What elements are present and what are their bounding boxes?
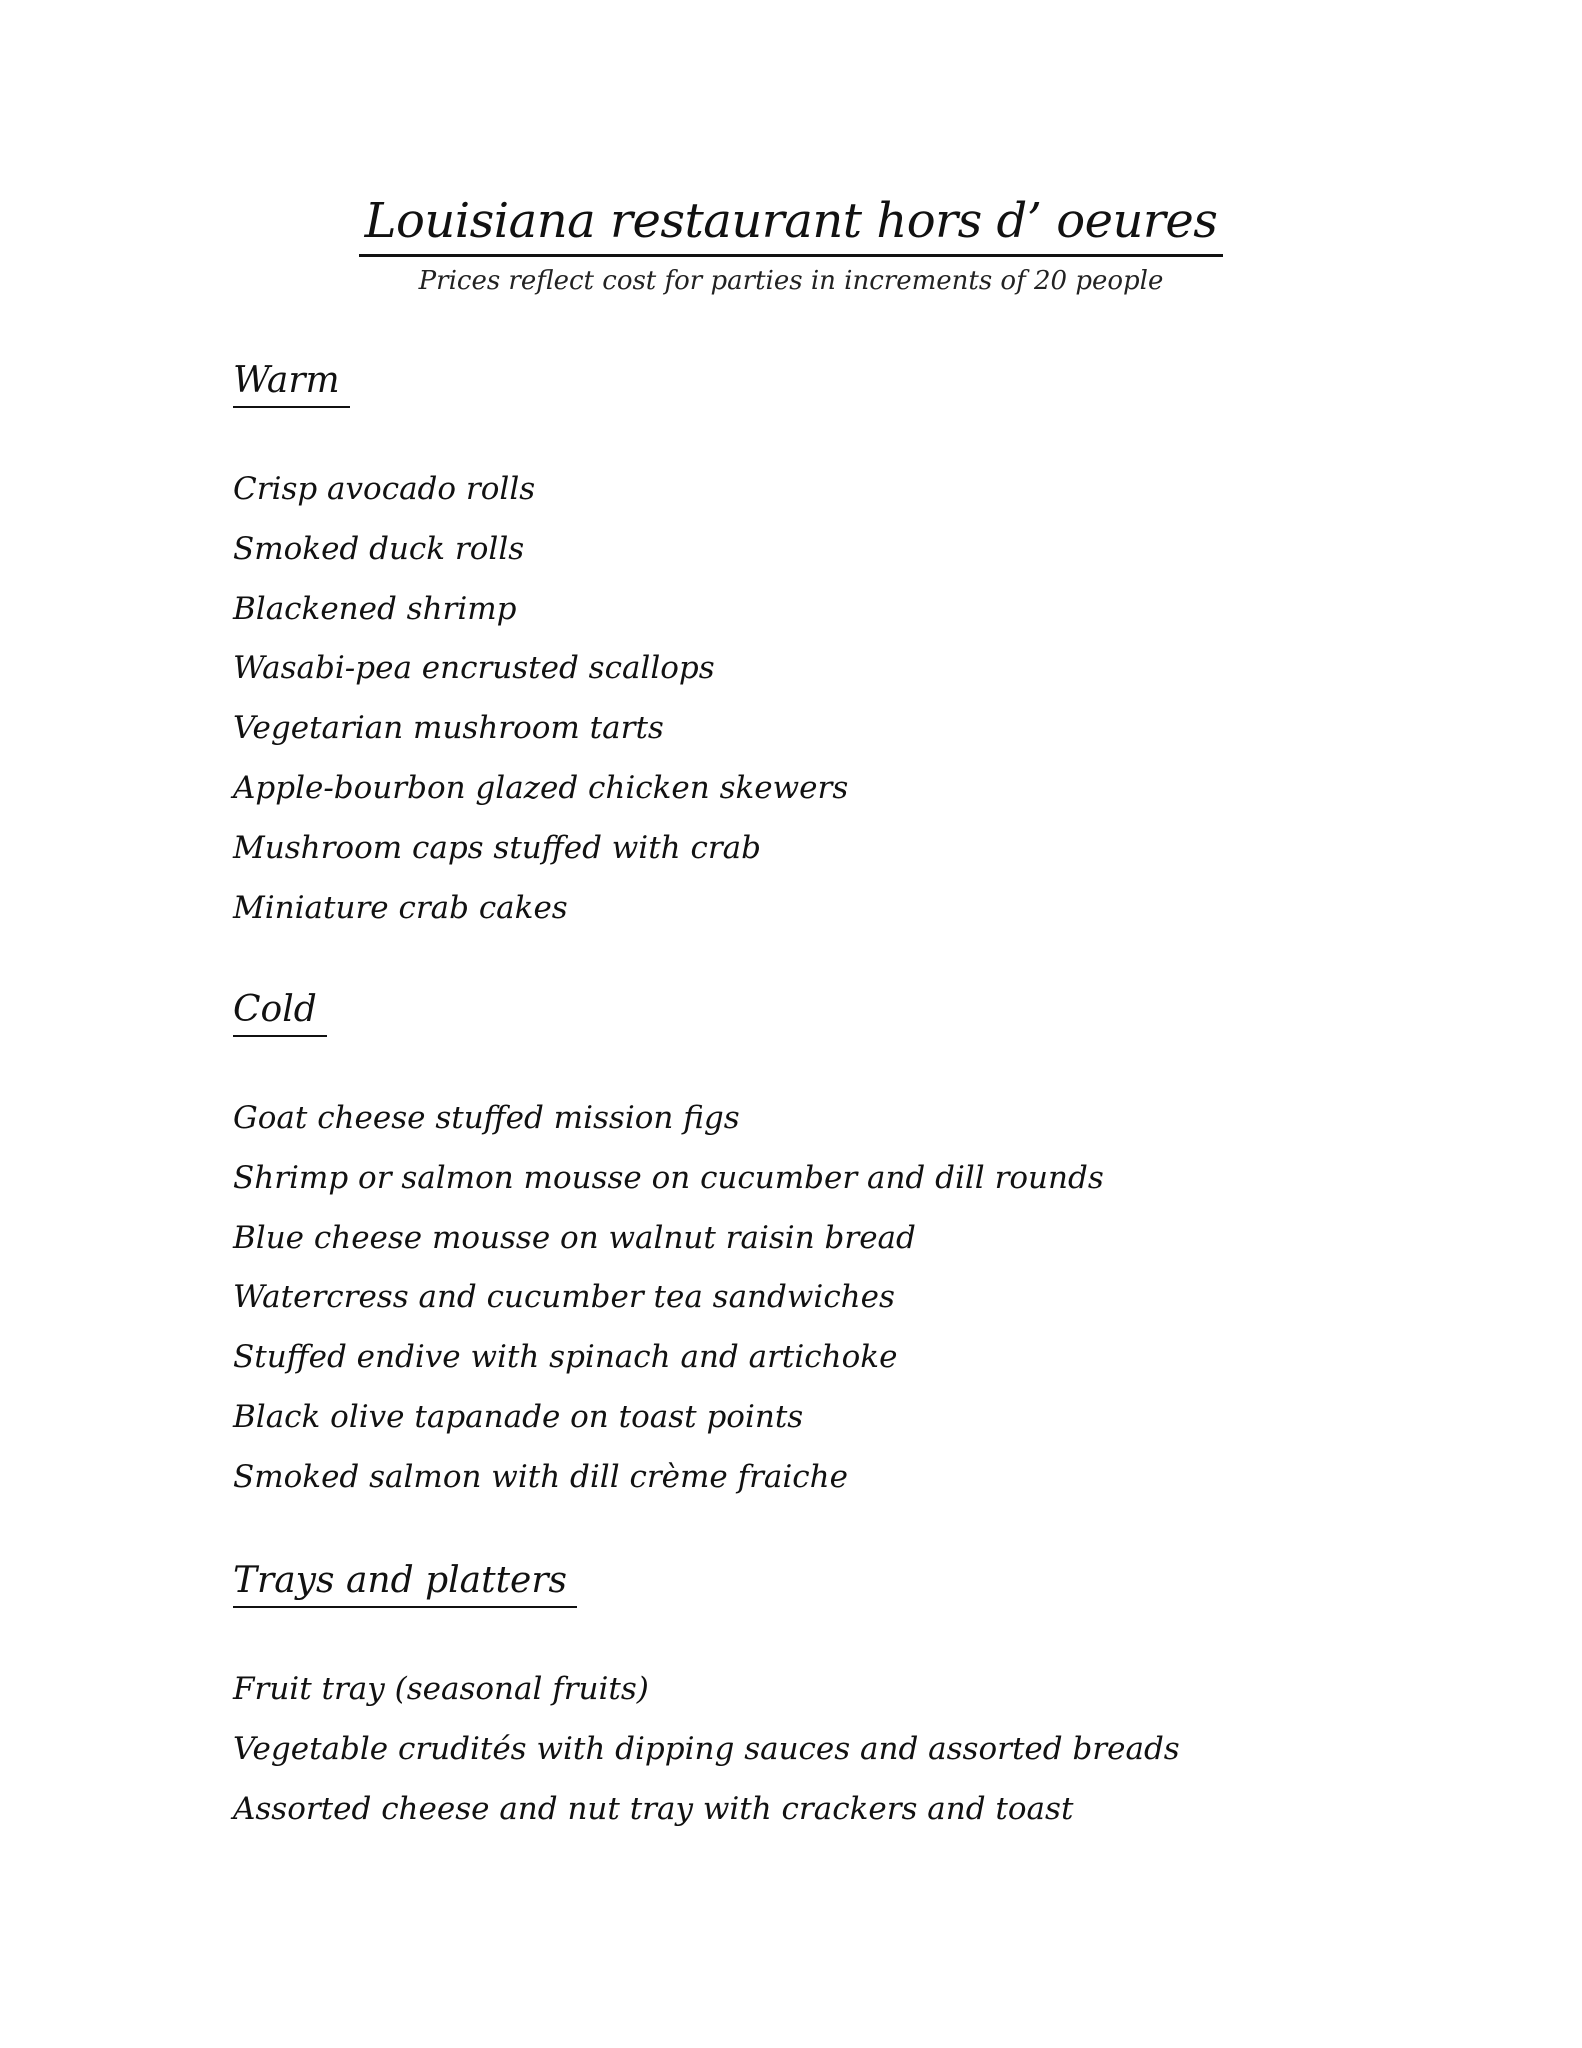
trays-item-list xyxy=(233,1660,1433,1839)
section-heading-warm: Warm xyxy=(233,356,350,408)
list-item: Vegetarian mushroom tarts xyxy=(233,710,664,747)
list-item: Blackened shrimp xyxy=(233,590,517,627)
list-item: Wasabi-pea encrusted scallops xyxy=(233,650,715,687)
section-heading-trays: Trays and platters xyxy=(233,1556,577,1608)
list-item: Goat cheese stuffed mission figs xyxy=(233,1100,740,1136)
list-item: Watercress and cucumber tea sandwiches xyxy=(233,1279,895,1316)
section-trays-and-platters xyxy=(233,1556,1433,1839)
list-item: Crisp avocado rolls xyxy=(233,471,536,507)
cold-item-list xyxy=(233,1089,1433,1508)
list-item: Miniature crab cakes xyxy=(233,889,568,926)
list-item: Mushroom caps stuffed with crab xyxy=(233,829,761,866)
list-item: Shrimp or salmon mousse on cucumber and dill rounds xyxy=(233,1159,1104,1196)
page-title: Louisiana restaurant hors d’ oeures xyxy=(359,190,1224,257)
section-warm xyxy=(233,356,1433,938)
list-item: Blue cheese mousse on walnut raisin bread xyxy=(233,1219,916,1256)
list-item: Stuffed endive with spinach and artichoke xyxy=(233,1339,898,1376)
section-cold xyxy=(233,985,1433,1508)
warm-item-list xyxy=(233,460,1433,938)
list-item: Assorted cheese and nut tray with crackers and toast xyxy=(233,1790,1074,1827)
menu-header xyxy=(0,190,1582,299)
list-item: Black olive tapanade on toast points xyxy=(233,1398,804,1435)
list-item: Smoked duck rolls xyxy=(233,530,525,567)
page-subtitle: Prices reflect cost for parties in increments of 20 people xyxy=(418,266,1164,296)
list-item: Vegetable crudités with dipping sauces and assorted breads xyxy=(233,1730,1180,1767)
list-item: Apple-bourbon glazed chicken skewers xyxy=(233,769,849,806)
section-heading-cold: Cold xyxy=(233,985,327,1037)
list-item: Fruit tray (seasonal fruits) xyxy=(233,1671,649,1707)
list-item: Smoked salmon with dill crème fraiche xyxy=(233,1458,848,1495)
